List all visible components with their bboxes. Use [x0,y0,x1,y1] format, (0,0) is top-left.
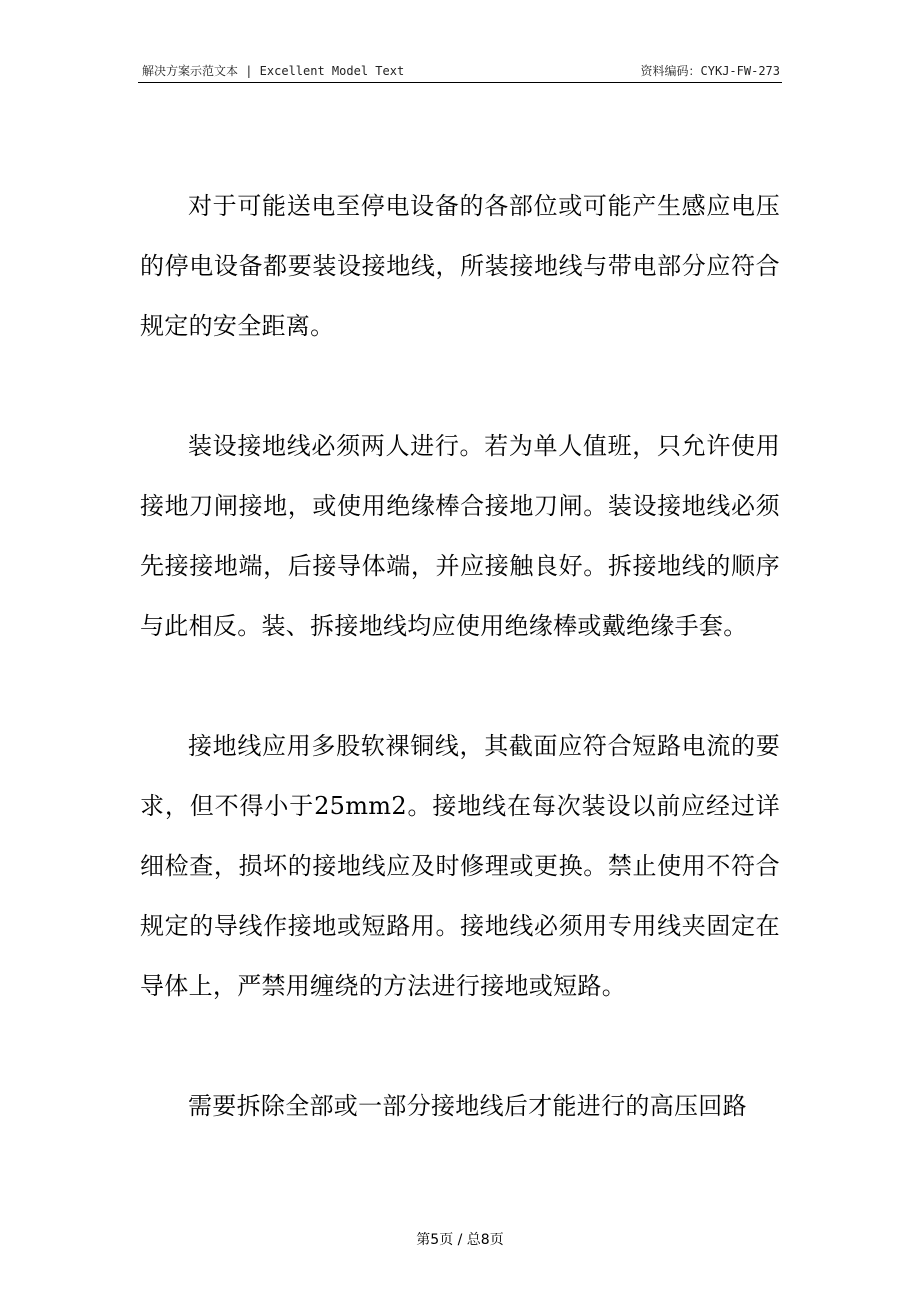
header-title: 解决方案示范文本 | Excellent Model Text [142,64,405,78]
paragraph-1: 对于可能送电至停电设备的各部位或可能产生感应电压的停电设备都要装设接地线，所装接地线与带电部分应符合规定的安全距离。 [140,192,780,340]
paragraph-3: 接地线应用多股软裸铜线，其截面应符合短路电流的要求，但不得小于25mm2。接地线在每次装设以前应经过详细检查，损坏的接地线应及时修理或更换。禁止使用不符合规定的导线作接地或短路用。接地线必须用专用线夹固定在导体上，严禁用缠绕的方法进行接地或短路。 [140,732,780,1000]
document-code: 资料编码：CYKJ-FW-273 [640,64,780,78]
page-number: 第5页 / 总8页 [416,1232,504,1248]
page-header [138,60,782,83]
paragraph-4: 需要拆除全部或一部分接地线后才能进行的高压回路 [188,1092,747,1120]
paragraph-2: 装设接地线必须两人进行。若为单人值班，只允许使用接地刀闸接地，或使用绝缘棒合接地刀闸。装设接地线必须先接接地端，后接导体端，并应接触良好。拆接地线的顺序与此相反。装、拆接地线均应使用绝缘棒或戴绝缘手套。 [140,432,780,640]
document-body [140,176,780,1136]
